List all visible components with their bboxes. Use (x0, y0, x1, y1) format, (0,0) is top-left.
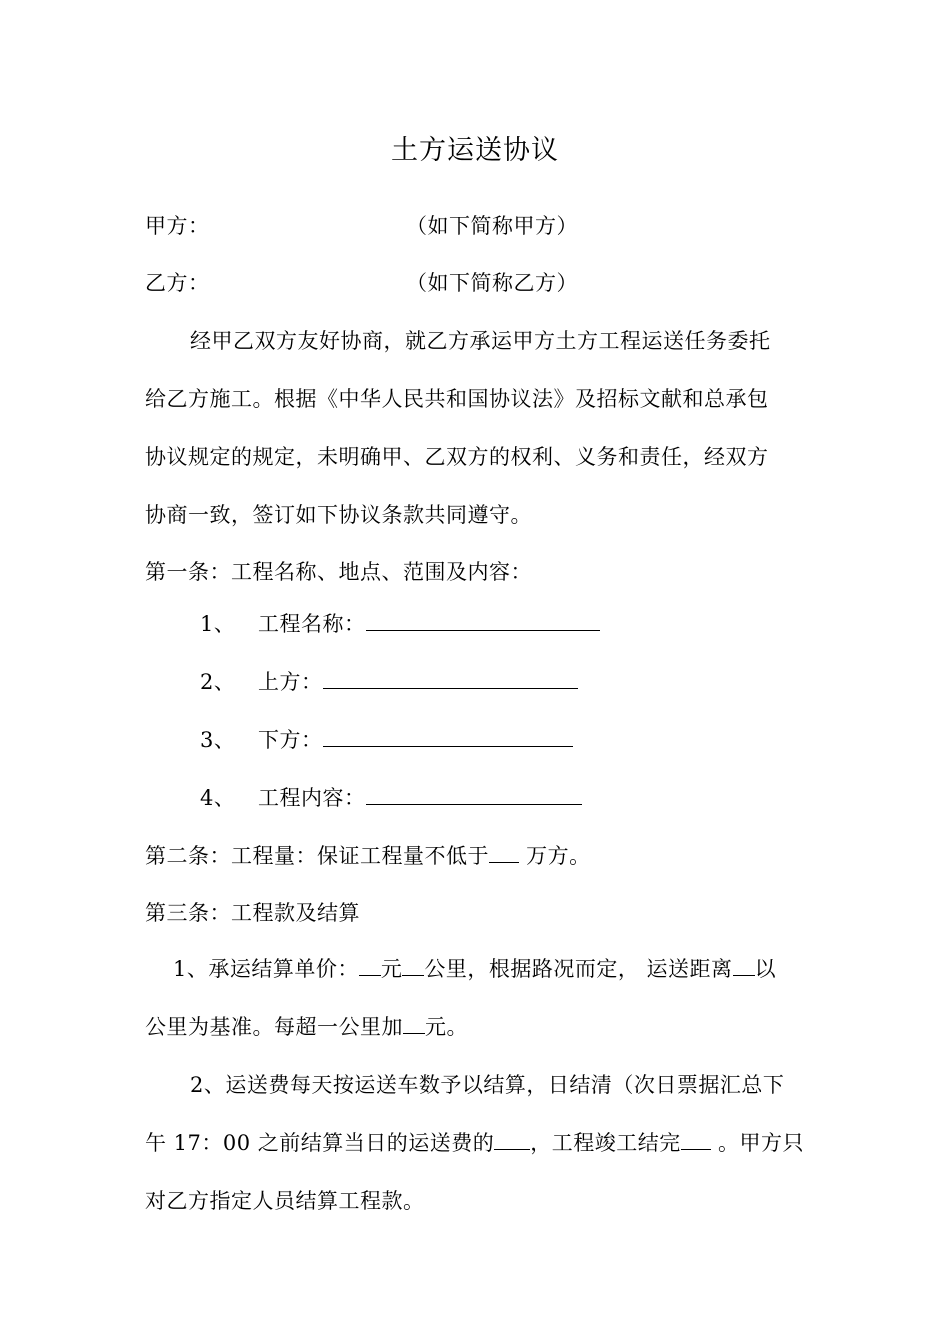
item-label: 工程内容： (258, 786, 366, 810)
article-2-prefix: 第二条：工程量：保证工程量不低于 (145, 844, 489, 868)
preamble-line-4: 协商一致，签订如下协议条款共同遵守。 (145, 503, 532, 527)
clause-text: 以 (754, 957, 777, 981)
party-b-note: （如下简称乙方） (406, 271, 578, 295)
fill-in-blank (359, 955, 381, 976)
article-3-clause-2-line-3: 对乙方指定人员结算工程款。 (145, 1189, 425, 1213)
fill-in-blank (733, 955, 755, 976)
article-1-item-3-field (258, 726, 573, 754)
clause-text: 。甲方只 (710, 1131, 804, 1155)
fill-in-blank (366, 784, 582, 805)
article-1-item-2-field (258, 668, 578, 696)
fill-in-blank (323, 668, 578, 689)
item-number: 4、 (200, 786, 236, 810)
fill-in-blank (494, 1129, 530, 1150)
article-1-item-4-field (258, 784, 582, 812)
party-a-note: （如下简称甲方） (406, 214, 578, 238)
item-label: 下方： (258, 728, 323, 752)
article-3-heading: 第三条：工程款及结算 (145, 901, 360, 925)
fill-in-blank (489, 842, 519, 863)
article-1-item-1-field (258, 610, 600, 638)
clause-text: 1、承运结算单价： (173, 957, 359, 981)
clause-text: 午 17：00 之前结算当日的运送费的 (145, 1131, 495, 1155)
article-1-heading: 第一条：工程名称、地点、范围及内容： (145, 560, 532, 584)
clause-text: 公里为基准。每超一公里加 (145, 1015, 403, 1039)
preamble-line-1: 经甲乙双方友好协商，就乙方承运甲方土方工程运送任务委托 (190, 329, 771, 353)
article-2-suffix: 万方。 (519, 844, 591, 868)
article-3-clause-2-line-1: 2、运送费每天按运送车数予以结算，日结清（次日票据汇总下 (190, 1073, 785, 1097)
fill-in-blank (323, 726, 573, 747)
party-a-label: 甲方： (145, 214, 210, 238)
fill-in-blank (403, 1013, 425, 1034)
item-number: 3、 (200, 728, 236, 752)
preamble-line-2: 给乙方施工。根据《中华人民共和国协议法》及招标文献和总承包 (145, 387, 769, 411)
clause-text: 公里，根据路况而定， 运送距离 (424, 957, 733, 981)
item-label: 上方： (258, 670, 323, 694)
document-title: 土方运送协议 (391, 135, 559, 166)
item-label: 工程名称： (258, 612, 366, 636)
article-1-item-2 (200, 668, 235, 696)
preamble-line-3: 协议规定的规定，未明确甲、乙双方的权利、义务和责任，经双方 (145, 445, 769, 469)
clause-text: 元 (380, 957, 403, 981)
article-3-clause-1-line-1 (173, 955, 776, 983)
article-3-clause-1-line-2 (145, 1013, 468, 1041)
article-1-item-4 (200, 784, 235, 812)
party-b-label: 乙方： (145, 271, 210, 295)
item-number: 1、 (200, 612, 236, 636)
article-3-clause-2-line-2 (145, 1129, 804, 1157)
article-1-item-3 (200, 726, 235, 754)
clause-text: 元。 (425, 1015, 468, 1039)
fill-in-blank (366, 610, 600, 631)
article-2 (145, 842, 591, 870)
fill-in-blank (402, 955, 424, 976)
article-1-item-1 (200, 610, 235, 638)
fill-in-blank (681, 1129, 711, 1150)
clause-text: ，工程竣工结完 (530, 1131, 681, 1155)
item-number: 2、 (200, 670, 236, 694)
